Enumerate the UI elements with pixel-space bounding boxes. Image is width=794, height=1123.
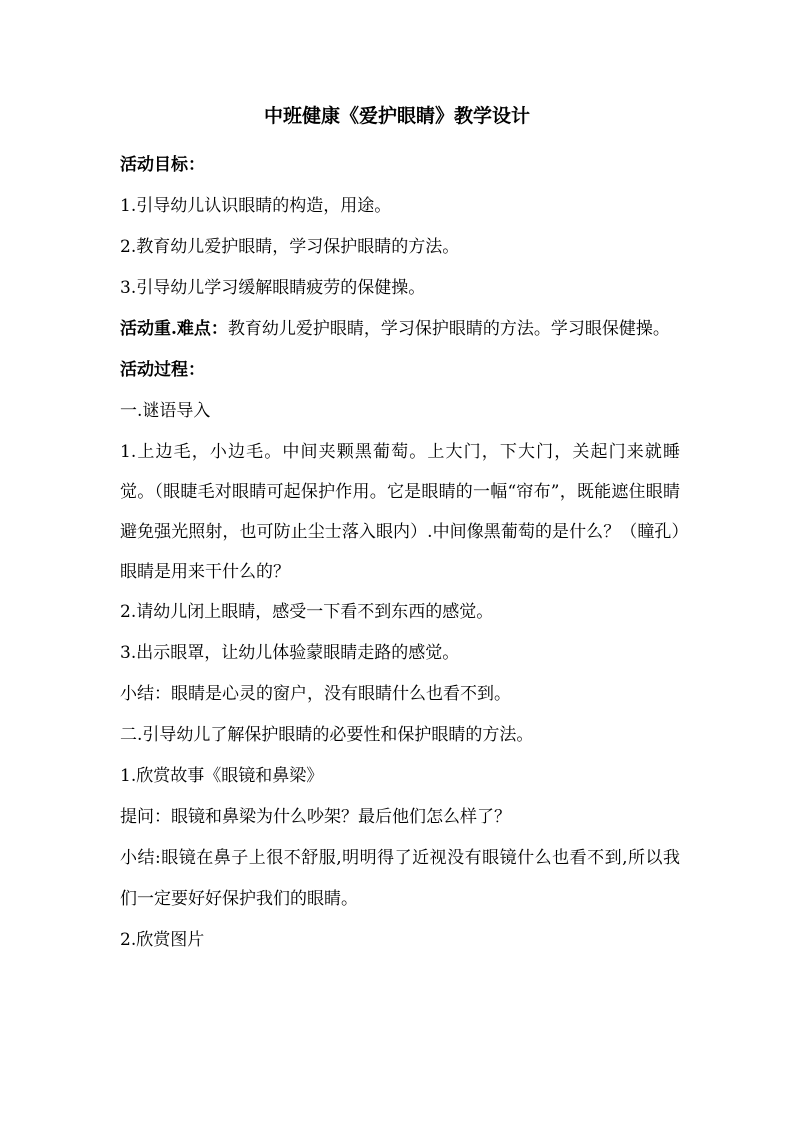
summary-text: 小结：眼睛是心灵的窗户，没有眼睛什么也看不到。 [120,684,511,704]
process-item: 1.欣赏故事《眼镜和鼻梁》 [120,766,324,786]
section-heading: 二.引导幼儿了解保护眼睛的必要性和保护眼睛的方法。 [120,725,534,745]
keypoints-text: 教育幼儿爱护眼睛，学习保护眼睛的方法。学习眼保健操。 [227,319,670,339]
document-body [120,145,680,961]
process-item: 3.出示眼罩，让幼儿体验蒙眼睛走路的感觉。 [120,643,460,663]
process-item: 2.请幼儿闭上眼睛，感受一下看不到东西的感觉。 [120,602,494,622]
summary-text: 小结:眼镜在鼻子上很不舒服,明明得了近视没有眼镜什么也看不到,所以我们一定要好好保护我们的眼睛。 [120,848,680,909]
keypoints-paragraph [120,309,680,350]
question-text: 提问：眼镜和鼻梁为什么吵架？最后他们怎么样了？ [120,807,511,827]
process-heading: 活动过程： [120,360,205,380]
section-heading: 一.谜语导入 [120,401,211,421]
goal-item: 2.教育幼儿爱护眼睛，学习保护眼睛的方法。 [120,237,460,257]
goal-item: 1.引导幼儿认识眼睛的构造，用途。 [120,196,392,216]
keypoints-label: 活动重.难点： [120,319,228,339]
riddle-paragraph: 1.上边毛，小边毛。中间夹颗黑葡萄。上大门，下大门，关起门来就睡觉。（眼睫毛对眼睛可起保护作用。它是眼睛的一幅“帘布”，既能遮住眼睛避免强光照射，也可防止尘士落入眼内）.中间像黑葡萄的是什么？（瞳孔）眼睛是用来干什么的？ [120,442,680,582]
goal-item: 3.引导幼儿学习缓解眼睛疲劳的保健操。 [120,278,426,298]
process-item: 2.欣赏图片 [120,930,205,950]
goals-heading: 活动目标： [120,155,205,175]
document-title: 中班健康《爱护眼睛》教学设计 [263,105,530,127]
